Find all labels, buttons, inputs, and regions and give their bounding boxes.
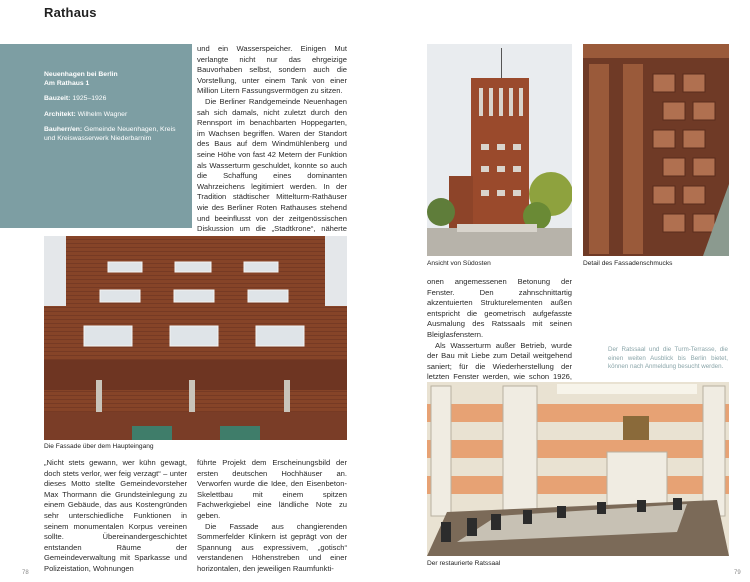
owner-value: Gemeinde Neuenhagen, Kreis und Kreiswasserwerk Niederbarnim xyxy=(44,125,176,143)
architect-value: Wilhelm Wagner xyxy=(77,110,128,118)
paragraph: onen angemessenen Betonung der Fenster. Den zahnschnittartig akzentuierten Strukturelementen außen entspricht die geometrisch aufgefasste Ausmalung des Ratssaals mit seinen Bleiglasfenstern. xyxy=(427,277,572,339)
tower-illustration xyxy=(427,44,572,256)
paragraph: Die Berliner Randgemeinde Neuenhagen sah sich damals, nicht zuletzt durch den Rennsport im benachbarten Hoppegarten, im Wachsen begriffen. Waren der Standort des Baus auf dem Windmühlenberg und seine Höhe von fast 42 Metern der Funktion als Wasserturm geschuldet, konnte so auch die Schaffung eines dominanten Wahrzeichens legitimiert werden. In der Tradition städtischer Mittelturm-Rathäuser wie des Berliner Roten Rathauses stehend und beeinflusst von der zeitgenössischen Diskussion um die „Stadtkrone“, näherte xyxy=(197,96,347,234)
paragraph: führte Projekt dem Erscheinungsbild der ersten deutschen Hochhäuser an. Verworfen wurde die Idee, den Eisenbeton-Skelettbau mit einem spitzen Fachwerkgiebel eine ländliche Note zu geben. xyxy=(197,458,347,520)
architect-label: Architekt: xyxy=(44,110,76,118)
caption-hall: Der restaurierte Ratssaal xyxy=(427,560,501,567)
facade-illustration xyxy=(44,236,347,440)
paragraph: Als Wasserturm außer Betrieb, wurde der Bau mit Liebe zum Detail weitgehend saniert; für die Wiederherstellung der letzten Fenster werden, wie schon 1926, xyxy=(427,340,572,382)
photo-facade-detail xyxy=(583,44,729,256)
photo-council-hall xyxy=(427,382,729,556)
paragraph: „Nicht stets gewann, wer kühn gewagt, doch stets verlor, wer feig verzagt“ – unter dieses Motto stellte Gemeindevorsteher Max Thormann die Grundsteinlegung zu einem Gebäude, das aus Kostengründen sehr unterschiedliche Funktionen in seinem monumentalen Korpus vereinen sollte. Übereinandergeschichtet entstanden Räume der Gemeindeverwaltung mit Sparkasse und Polizeistation, Wohnungen xyxy=(44,458,187,573)
caption-facade: Die Fassade über dem Haupteingang xyxy=(44,443,154,450)
page-title: Rathaus xyxy=(44,5,97,20)
paragraph: und ein Wasserspeicher. Einigen Mut verlangte nicht nur das ehrgeizige Bauvorhaben selbst, sondern auch die Vorstellung, unter einem Tank von einer Million Litern Fassungsvermögen zu sitzen. xyxy=(197,44,347,96)
text-column-bottom-left xyxy=(44,458,187,575)
location-line1: Neuenhagen bei Berlin xyxy=(44,71,118,78)
info-box xyxy=(0,44,192,228)
photo-facade-entrance xyxy=(44,236,347,440)
owner-label: Bauherr/en: xyxy=(44,125,83,133)
visit-note: Der Ratssaal und die Turm-Terrasse, die einen weiten Ausblick bis Berlin bietet, können nach Anmeldung besucht werden. xyxy=(608,346,728,371)
photo-tower xyxy=(427,44,572,256)
page-number-right: 79 xyxy=(734,570,741,576)
built-value: 1925–1926 xyxy=(72,95,107,103)
caption-tower: Ansicht von Südosten xyxy=(427,260,491,267)
text-column-top xyxy=(197,44,347,245)
hall-illustration xyxy=(427,382,729,556)
location-line2: Am Rathaus 1 xyxy=(44,80,90,88)
caption-detail: Detail des Fassadenschmucks xyxy=(583,260,673,267)
text-column-bottom-mid xyxy=(197,458,347,575)
built-label: Bauzeit: xyxy=(44,95,71,103)
detail-illustration xyxy=(583,44,729,256)
paragraph: Die Fassade aus changierenden Sommerfelder Klinkern ist geprägt von der Spannung aus expressivem, „gotisch“ verstandenen Höhenstreben und einer horizontalen, den jeweiligen Raumfunkti- xyxy=(197,521,347,573)
page-number-left: 78 xyxy=(22,570,29,576)
